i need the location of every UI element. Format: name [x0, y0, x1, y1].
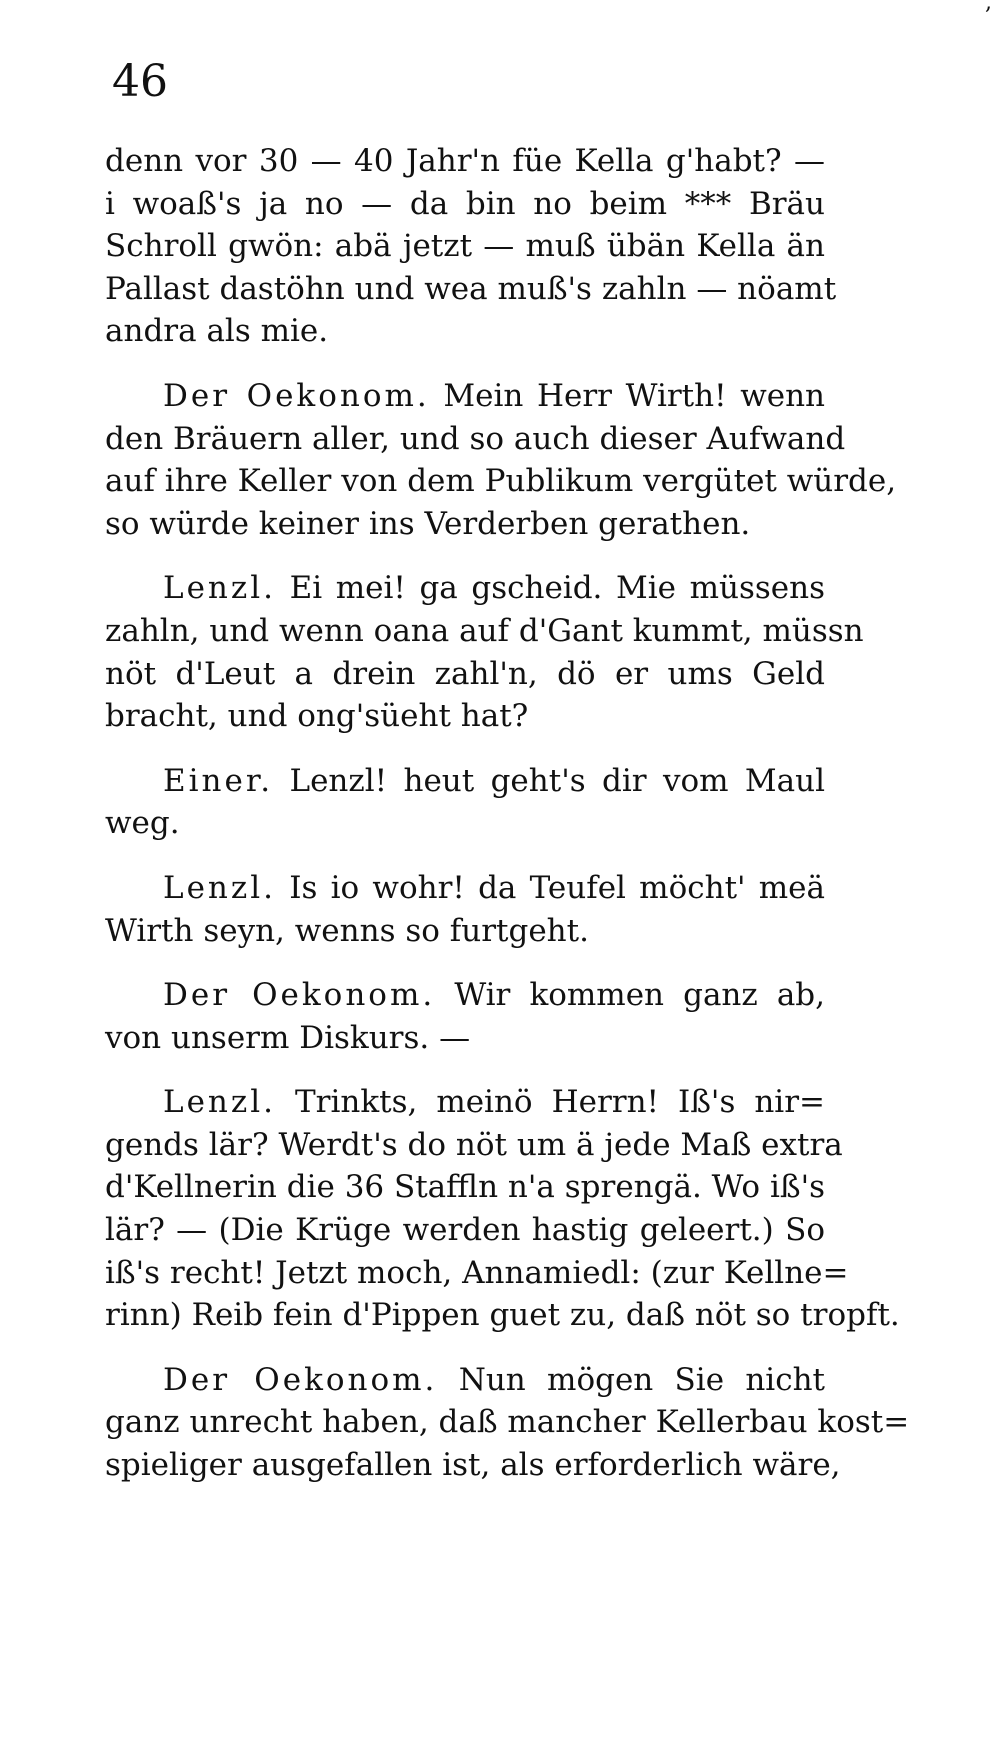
line-text: i woaß's ja no — da bin no beim *** Bräu: [105, 185, 825, 222]
text-line: [105, 1444, 841, 1487]
paragraph: [105, 1359, 910, 1487]
paragraph: [105, 567, 864, 737]
line-text: Is io wohr! da Teufel möcht' meä: [289, 869, 825, 906]
text-line: [105, 1294, 900, 1337]
text-line: [105, 1081, 825, 1124]
line-text: bracht, und ong'süeht hat?: [105, 698, 529, 735]
speaker-name: Lenzl.: [163, 570, 276, 607]
line-text: Lenzl! heut geht's dir vom Maul: [289, 762, 825, 799]
line-text: Schroll gwön: abä jetzt — muß übän Kella än: [105, 228, 825, 265]
text-line: [105, 1401, 910, 1444]
text-line: [105, 225, 825, 268]
corner-mark: ,: [985, 0, 992, 15]
line-text: auf ihre Keller von dem Publikum vergütet würde,: [105, 463, 897, 500]
text-line: [105, 310, 825, 353]
speaker-name: Der Oekonom.: [163, 1361, 438, 1398]
paragraph: [105, 1081, 900, 1337]
text-line: [105, 268, 837, 311]
text-line: [105, 183, 825, 226]
line-text: so würde keiner ins Verderben gerathen.: [105, 505, 751, 542]
paragraph: [105, 867, 825, 952]
line-text: nöt d'Leut a drein zahl'n, dö er ums Geld: [105, 655, 825, 692]
line-text: Wirth seyn, wenns so furtgeht.: [105, 912, 589, 949]
paragraph: [105, 760, 825, 845]
text-line: [105, 140, 825, 183]
line-text: d'Kellnerin die 36 Staffln n'a sprengä. Wo iß's: [105, 1169, 825, 1206]
text-line: [105, 1252, 849, 1295]
text-line: [105, 760, 825, 803]
line-text: spieliger ausgefallen ist, als erforderlich wäre,: [105, 1447, 841, 1484]
text-line: [105, 1209, 825, 1252]
speaker-name: Der Oekonom.: [163, 377, 430, 414]
line-text: den Bräuern aller, und so auch dieser Aufwand: [105, 420, 846, 457]
text-line: [105, 375, 825, 418]
line-text: denn vor 30 — 40 Jahr'n füe Kella g'habt? —: [105, 143, 825, 179]
text-line: [105, 802, 825, 845]
text-line: [105, 503, 825, 546]
text-line: [105, 460, 897, 503]
text-line: [105, 974, 825, 1017]
line-text: Nun mögen Sie nicht: [458, 1361, 825, 1398]
text-line: [105, 867, 825, 910]
text-line: [105, 910, 825, 953]
text-line: [105, 418, 846, 461]
speaker-name: Einer.: [163, 762, 274, 799]
line-text: iß's recht! Jetzt moch, Annamiedl: (zur Kellne=: [105, 1254, 849, 1291]
text-line: [105, 1166, 825, 1209]
line-text: Trinkts, meinö Herrn! Iß's nir=: [294, 1084, 825, 1121]
line-text: weg.: [105, 805, 180, 842]
paragraph: [105, 375, 897, 545]
line-text: von unserm Diskurs. —: [105, 1019, 471, 1056]
line-text: Ei mei! ga gscheid. Mie müssens: [289, 570, 825, 607]
text-line: [105, 1124, 843, 1167]
speaker-name: Lenzl.: [163, 1084, 276, 1121]
text-line: [105, 653, 825, 696]
speaker-name: Der Oekonom.: [163, 977, 436, 1014]
line-text: zahln, und wenn oana auf d'Gant kummt, müssn: [105, 612, 864, 649]
line-text: Pallast dastöhn und wea muß's zahln — nöamt: [105, 270, 837, 307]
line-text: rinn) Reib fein d'Pippen guet zu, daß nöt so tropft.: [105, 1297, 900, 1334]
text-line: [105, 1017, 825, 1060]
paragraph: [105, 974, 825, 1059]
speaker-name: Lenzl.: [163, 869, 276, 906]
page-number: 46: [112, 56, 168, 107]
line-text: Mein Herr Wirth! wenn: [443, 377, 826, 414]
line-text: gends lär? Werdt's do nöt um ä jede Maß extra: [105, 1126, 843, 1163]
text-line: [105, 567, 825, 610]
paragraph: [105, 140, 837, 353]
body-text: [105, 140, 910, 1487]
line-text: andra als mie.: [105, 313, 329, 350]
text-line: [105, 610, 864, 653]
text-line: [105, 695, 825, 738]
text-line: [105, 1359, 825, 1402]
line-text: Wir kommen ganz ab,: [454, 977, 826, 1014]
line-text: lär? — (Die Krüge werden hastig geleert.) So: [105, 1212, 825, 1249]
line-text: ganz unrecht haben, daß mancher Kellerbau kost=: [105, 1404, 910, 1441]
